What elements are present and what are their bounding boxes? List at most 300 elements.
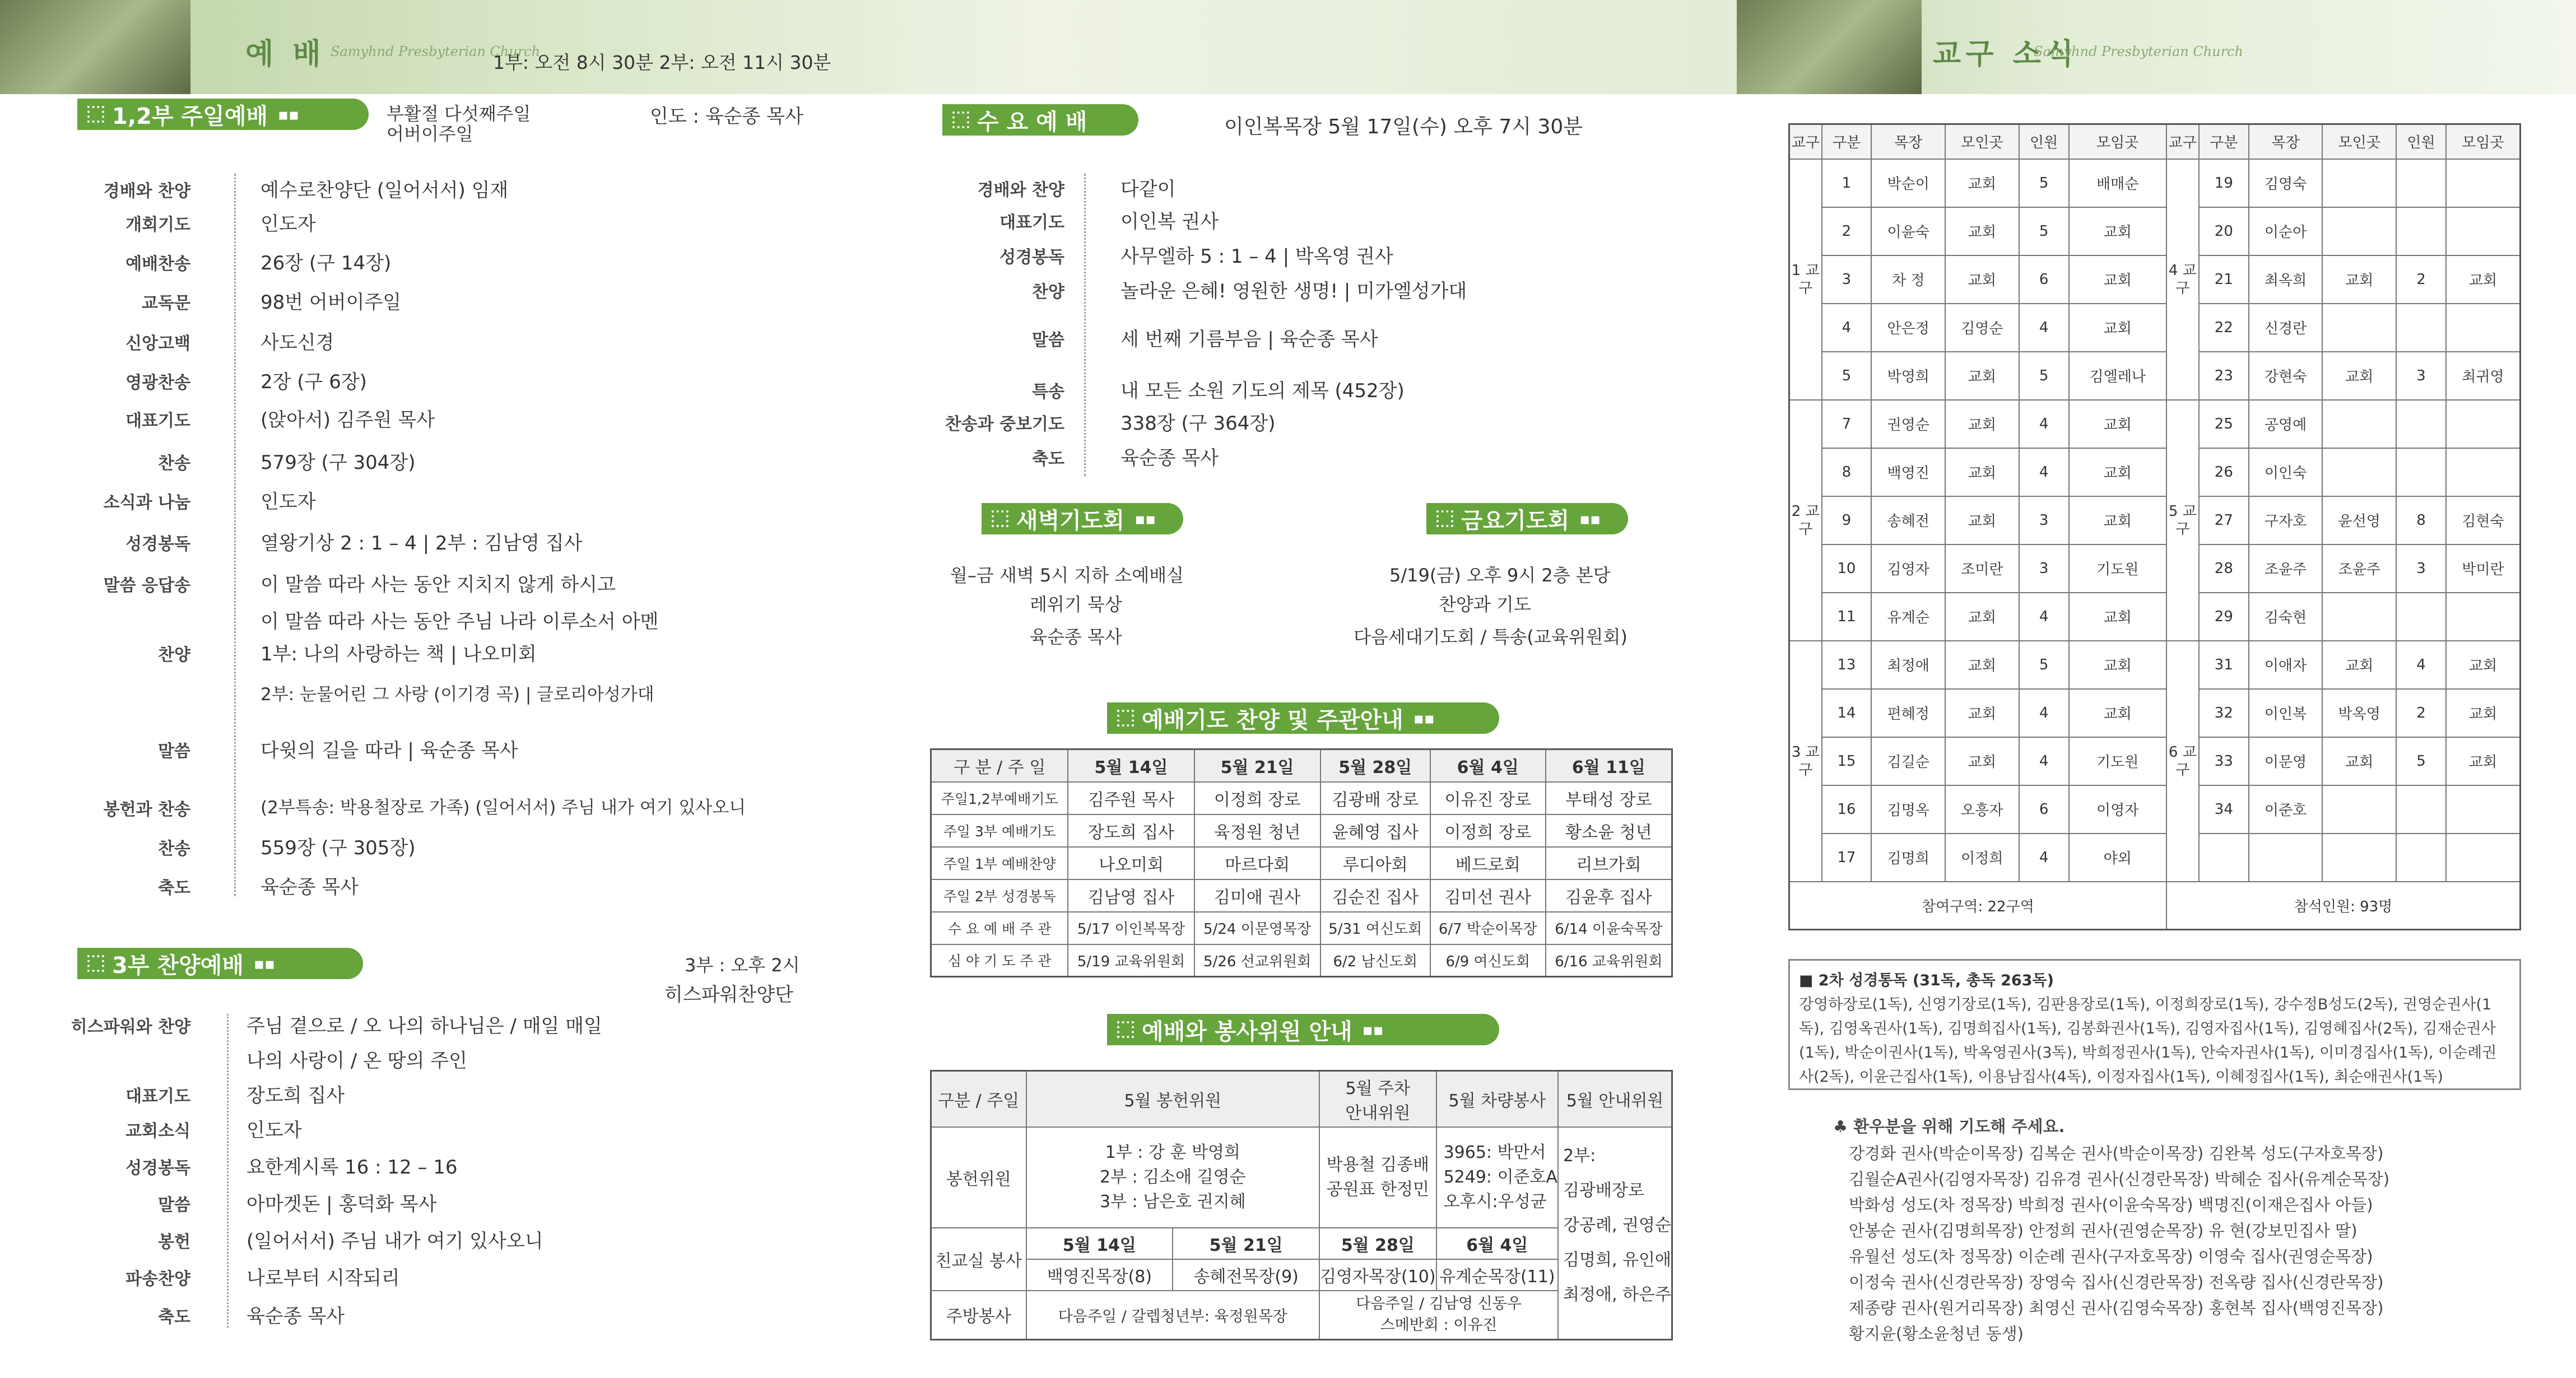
- group-name: 2 교구: [1789, 400, 1822, 641]
- group-cell: 8: [1822, 448, 1872, 496]
- prayer-title: ♣ 환우분을 위해 기도해 주세요.: [1833, 1117, 2065, 1136]
- group-cell: 교회: [2069, 448, 2166, 496]
- group-cell: 22: [2199, 304, 2249, 352]
- item-value: 1부: 나의 사랑하는 책 | 나오미회: [261, 643, 537, 665]
- item-label: 성경봉독: [999, 248, 1064, 267]
- guide-1: 2부:: [1563, 1146, 1596, 1166]
- table-row: [1789, 544, 2521, 593]
- group-cell: 9: [1822, 496, 1872, 544]
- group-cell: 박미란: [2446, 544, 2521, 593]
- item-label: 경배와 찬양: [977, 180, 1064, 200]
- table-row: [1789, 834, 2521, 882]
- item-label: 교독문: [142, 294, 190, 313]
- group-cell: 이영자: [2069, 785, 2166, 834]
- duty-cell: 김미선 권사: [1430, 879, 1546, 912]
- kitchen-2b: 스메반회 : 이유진: [1380, 1316, 1498, 1334]
- group-cell: 교회: [2069, 593, 2166, 641]
- row-label-offering: 봉헌위원: [931, 1127, 1026, 1228]
- group-cell: 6: [2019, 255, 2069, 304]
- service-times: 1부: 오전 8시 30분 2부: 오전 11시 30분: [493, 52, 831, 73]
- section-title: 수 요 예 배: [977, 109, 1087, 135]
- item-value: 2부: 눈물어린 그 사랑 (이기경 곡) | 글로리아성가대: [261, 685, 654, 705]
- duty-cell: 김남영 집사: [1068, 879, 1194, 912]
- group-cell: 윤선영: [2322, 496, 2396, 544]
- banner-flower-photo: [0, 0, 190, 94]
- offering-1: 1부 : 강 훈 박영희: [1105, 1142, 1240, 1162]
- group-cell: 2: [2396, 255, 2446, 304]
- left-banner: [0, 0, 1737, 94]
- group-cell: 김영숙: [2249, 159, 2323, 207]
- table-row: [1789, 304, 2521, 352]
- group-name: 6 교구: [2166, 641, 2199, 882]
- duty-cell: 이유진 장로: [1430, 782, 1546, 814]
- duty-cell: 부태성 장로: [1546, 782, 1672, 814]
- item-label: 찬양: [1032, 282, 1064, 302]
- item-value: 98번 어버이주일: [261, 291, 402, 314]
- group-cell: 차 정: [1871, 255, 1945, 304]
- group-cell: 교회: [1945, 207, 2019, 255]
- item-value: 인도자: [247, 1119, 302, 1142]
- divider: [227, 1014, 229, 1328]
- week-name: 부활절 다섯째주일: [387, 103, 531, 124]
- prayer-line: 안봉순 권사(김명희목장) 안정희 권사(권영순목장) 유 현(강보민집사 딸): [1849, 1221, 2358, 1240]
- duty-cell: 베드로회: [1430, 847, 1546, 879]
- group-cell: 교회: [1945, 255, 2019, 304]
- banner-subtitle-group: Samyhnd Presbyterian Church: [2034, 44, 2244, 59]
- group-cell: 6: [2019, 785, 2069, 834]
- square-icon: [87, 955, 104, 972]
- car-3: 오후시:우성균: [1443, 1191, 1547, 1212]
- table-row: [1789, 352, 2521, 400]
- group-cell: 김엘레나: [2069, 352, 2166, 400]
- item-label: 소식과 나눔: [103, 493, 190, 513]
- square-icon: [87, 106, 104, 123]
- row-label-fellowship: 친교실 봉사: [931, 1228, 1026, 1291]
- group-cell: 교회: [1945, 159, 2019, 207]
- item-label: 말씀: [158, 1195, 190, 1215]
- item-value: 육순종 목사: [261, 876, 359, 899]
- afternoon-team: 히스파워찬양단: [664, 984, 793, 1006]
- group-col-header: 인원: [2019, 124, 2069, 159]
- group-cell: 25: [2199, 400, 2249, 448]
- duty-row-label: 수 요 예 배 주 관: [931, 912, 1068, 944]
- group-cell: 구자호: [2249, 496, 2323, 544]
- duty-cell: 이정희 장로: [1430, 814, 1546, 847]
- item-value: 세 번째 기름부음 | 육순종 목사: [1120, 328, 1378, 351]
- section-head-duty: [1107, 702, 1499, 734]
- item-value: 장도희 집사: [247, 1084, 345, 1107]
- group-cell: 29: [2199, 593, 2249, 641]
- friday-line-2: 찬양과 기도: [1439, 594, 1531, 615]
- item-value: 사무엘하 5 : 1 – 4 | 박옥영 권사: [1120, 245, 1393, 268]
- group-cell: 14: [1822, 689, 1872, 737]
- dots-icon: ▪▪: [278, 105, 299, 124]
- duty-table: [930, 748, 1673, 977]
- item-label: 찬송과 중보기도: [945, 415, 1064, 434]
- group-cell: 5: [2396, 737, 2446, 785]
- guide-2: 김광배장로: [1563, 1180, 1644, 1200]
- section-title: 3부 찬양예배: [112, 952, 244, 979]
- duty-row-label: 주일 3부 예배기도: [931, 814, 1068, 847]
- group-cell: 26: [2199, 448, 2249, 496]
- group-cell: 2: [2396, 689, 2446, 737]
- group-cell: [2322, 304, 2396, 352]
- duty-cell: 나오미회: [1068, 847, 1194, 879]
- item-label: 봉헌: [158, 1232, 190, 1252]
- duty-cell: 장도희 집사: [1068, 814, 1194, 847]
- group-cell: [2199, 834, 2249, 882]
- group-cell: 28: [2199, 544, 2249, 593]
- afternoon-time: 3부 : 오후 2시: [685, 955, 800, 976]
- group-cell: [2446, 448, 2521, 496]
- group-cell: 33: [2199, 737, 2249, 785]
- week-name-2: 어버이주일: [387, 123, 473, 145]
- item-value: 열왕기상 2 : 1 – 4 | 2부 : 김남영 집사: [261, 532, 583, 555]
- offering-3: 3부 : 남은호 권지혜: [1099, 1191, 1246, 1212]
- group-cell: 교회: [1945, 448, 2019, 496]
- section-head-dawn: [982, 503, 1183, 534]
- duty-cell: 김윤후 집사: [1546, 879, 1672, 912]
- group-cell: 5: [2019, 207, 2069, 255]
- car-2: 5249: 이준호A: [1443, 1167, 1558, 1187]
- group-cell: 5: [2019, 641, 2069, 689]
- item-value: 요한계시록 16 : 12 – 16: [247, 1156, 458, 1179]
- group-name: 3 교구: [1789, 641, 1822, 882]
- group-cell: 교회: [2446, 255, 2521, 304]
- item-label: 축도: [158, 1307, 190, 1327]
- group-col-header: 목장: [2249, 124, 2323, 159]
- item-value: 559장 (구 305장): [261, 837, 416, 859]
- group-cell: 4: [2019, 448, 2069, 496]
- item-label: 말씀: [158, 742, 190, 761]
- guide-5: 최정애, 하은주: [1563, 1284, 1671, 1305]
- group-cell: 이애자: [2249, 641, 2323, 689]
- group-cell: [2322, 207, 2396, 255]
- item-value: 아마겟돈 | 홍덕화 목사: [247, 1193, 437, 1216]
- fellowship-1: 백영진목장(8): [1026, 1259, 1173, 1291]
- group-cell: [2322, 593, 2396, 641]
- group-cell: 이준호: [2249, 785, 2323, 834]
- item-label: 대표기도: [999, 213, 1064, 232]
- group-cell: [2322, 785, 2396, 834]
- group-cell: 교회: [2069, 400, 2166, 448]
- item-value: 이인복 권사: [1120, 211, 1219, 233]
- offering-members: [1026, 1127, 1320, 1228]
- group-cell: 4: [2019, 689, 2069, 737]
- section-head-sunday: [77, 99, 369, 130]
- item-value: 나의 사랑이 / 온 땅의 주인: [247, 1050, 467, 1072]
- duty-cell: 김순진 집사: [1320, 879, 1430, 912]
- item-value: 338장 (구 364장): [1120, 412, 1276, 435]
- guide-4: 김명희, 유인애: [1563, 1250, 1671, 1270]
- section-head-afternoon: [77, 948, 363, 979]
- duty-col-header: 5월 21일: [1194, 749, 1320, 782]
- group-cell: [2322, 834, 2396, 882]
- group-cell: 박영희: [1871, 352, 1945, 400]
- banner-subtitle: Samyhnd Presbyterian Church: [331, 44, 541, 59]
- item-label: 성경봉독: [125, 534, 190, 554]
- group-cell: 이인복: [2249, 689, 2323, 737]
- item-value: 다같이: [1120, 178, 1176, 201]
- item-label: 히스파워와 찬양: [71, 1017, 190, 1037]
- divider: [1084, 174, 1086, 476]
- group-col-header: 교구: [1789, 124, 1822, 159]
- table-row: [1789, 641, 2521, 689]
- duty-cell: 김광배 장로: [1320, 782, 1430, 814]
- group-cell: 유계순: [1871, 593, 1945, 641]
- group-cell: 권영순: [1871, 400, 1945, 448]
- section-head-wednesday: [942, 104, 1138, 136]
- table-row: [1789, 496, 2521, 544]
- duty-cell: 6/16 교육위원회: [1546, 944, 1672, 977]
- section-title: 1,2부 주일예배: [112, 103, 268, 129]
- group-cell: 김숙현: [2249, 593, 2323, 641]
- group-cell: 기도원: [2069, 737, 2166, 785]
- duty-row-label: 주일 1부 예배찬양: [931, 847, 1068, 879]
- group-col-header: 모임곳: [2069, 124, 2166, 159]
- service-leader: 인도 : 육순종 목사: [650, 105, 803, 128]
- kitchen-2: [1319, 1291, 1558, 1340]
- duty-cell: 5/24 이문영목장: [1194, 912, 1320, 944]
- item-label: 축도: [158, 878, 190, 898]
- item-value: 주님 곁으로 / 오 나의 하나님은 / 매일 매일: [247, 1015, 602, 1037]
- group-col-header: 구분: [2199, 124, 2249, 159]
- duty-row-label: 심 야 기 도 주 관: [931, 944, 1068, 977]
- group-cell: 5: [1822, 352, 1872, 400]
- item-value: 인도자: [261, 213, 316, 235]
- duty-cell: 6/2 남신도회: [1320, 944, 1430, 977]
- section-title: 예배기도 찬양 및 주관안내: [1142, 707, 1403, 733]
- group-cell: 2: [1822, 207, 1872, 255]
- item-label: 신앙고백: [125, 334, 190, 353]
- group-cell: [2446, 207, 2521, 255]
- group-col-header: 목장: [1871, 124, 1945, 159]
- duty-cell: 6/9 여신도회: [1430, 944, 1546, 977]
- group-cell: 4: [2019, 834, 2069, 882]
- group-cell: 17: [1822, 834, 1872, 882]
- dawn-line-3: 육순종 목사: [1030, 626, 1122, 648]
- item-value: 예수로찬양단 (일어서서) 임재: [261, 179, 509, 202]
- friday-line-1: 5/19(금) 오후 9시 2층 본당: [1389, 565, 1611, 586]
- table-row: [931, 782, 1672, 814]
- item-label: 찬양: [158, 645, 190, 665]
- square-icon: [1117, 710, 1134, 727]
- prayer-line: 제종량 권사(원거리목장) 최영신 권사(김영숙목장) 홍현복 집사(백영진목장): [1849, 1298, 2384, 1318]
- duty-col-header: 5월 28일: [1320, 749, 1430, 782]
- group-cell: 교회: [1945, 689, 2019, 737]
- guide-3: 강공례, 권영순: [1563, 1215, 1671, 1235]
- section-title: 금요기도회: [1461, 508, 1570, 534]
- square-icon: [1117, 1021, 1134, 1038]
- group-cell: 3: [2396, 352, 2446, 400]
- item-value: 사도신경: [261, 332, 334, 354]
- group-cell: 4: [1822, 304, 1872, 352]
- group-cell: 이정희: [1945, 834, 2019, 882]
- banner-title-group: 교구 소식: [1933, 38, 2079, 71]
- group-cell: 박순이: [1871, 159, 1945, 207]
- group-cell: 교회: [1945, 352, 2019, 400]
- prayer-line: 이정숙 권사(신경란목장) 장영숙 집사(신경란목장) 전옥량 집사(신경란목장): [1849, 1273, 2384, 1292]
- group-cell: [2396, 785, 2446, 834]
- item-value: 놀라운 은혜! 영원한 생명! | 미가엘성가대: [1120, 280, 1467, 302]
- group-cell: 배매순: [2069, 159, 2166, 207]
- banner-title: 예 배: [245, 38, 326, 71]
- group-cell: 이순아: [2249, 207, 2323, 255]
- group-cell: 교회: [1945, 737, 2019, 785]
- group-cell: 31: [2199, 641, 2249, 689]
- group-cell: 이인숙: [2249, 448, 2323, 496]
- item-label: 대표기도: [125, 1087, 190, 1106]
- header-offering: 5월 봉헌위원: [1026, 1071, 1320, 1127]
- group-cell: 교회: [2322, 737, 2396, 785]
- group-cell: 13: [1822, 641, 1872, 689]
- group-cell: 5: [2019, 159, 2069, 207]
- header-guide: 5월 안내위원: [1558, 1071, 1672, 1127]
- table-row: [1789, 255, 2521, 304]
- item-label: 찬송: [158, 454, 190, 473]
- dots-icon: ▪▪: [1362, 1020, 1384, 1039]
- item-label: 봉헌과 찬송: [103, 800, 190, 820]
- serve-table: [930, 1070, 1673, 1340]
- group-cell: 교회: [2446, 689, 2521, 737]
- dots-icon: ▪▪: [253, 954, 275, 973]
- group-cell: 김현숙: [2446, 496, 2521, 544]
- table-row: [1789, 593, 2521, 641]
- guide-members: [1558, 1127, 1672, 1340]
- item-value: 다윗의 길을 따라 | 육순종 목사: [261, 739, 518, 762]
- header-division: 구분 / 주일: [931, 1071, 1026, 1127]
- fellowship-4: 유계순목장(11): [1436, 1259, 1558, 1291]
- group-name: 4 교구: [2166, 159, 2199, 400]
- dots-icon: ▪▪: [1579, 509, 1601, 528]
- group-col-header: 교구: [2166, 124, 2199, 159]
- group-cell: 27: [2199, 496, 2249, 544]
- item-value: 579장 (구 304장): [261, 451, 416, 474]
- item-label: 말씀 응답송: [103, 576, 190, 595]
- table-row: [931, 847, 1672, 879]
- item-label: 대표기도: [125, 411, 190, 431]
- group-cell: 조윤주: [2322, 544, 2396, 593]
- car-members: [1436, 1127, 1558, 1228]
- group-cell: 김명옥: [1871, 785, 1945, 834]
- bible-reading-box: [1788, 959, 2521, 1090]
- item-value: 육순종 목사: [247, 1305, 345, 1328]
- table-row: [931, 879, 1672, 912]
- total-right: 참석인원: 93명: [2166, 882, 2521, 930]
- group-cell: 최옥희: [2249, 255, 2323, 304]
- group-cell: [2396, 448, 2446, 496]
- group-cell: 김길순: [1871, 737, 1945, 785]
- table-row: [1789, 448, 2521, 496]
- table-row: [1789, 689, 2521, 737]
- group-cell: 교회: [2322, 255, 2396, 304]
- group-cell: 신경란: [2249, 304, 2323, 352]
- group-cell: 1: [1822, 159, 1872, 207]
- item-value: 이 말씀 따라 사는 동안 주님 나라 이루소서 아멘: [261, 611, 659, 633]
- item-label: 교회소식: [125, 1121, 190, 1141]
- wednesday-info: 이인복목장 5월 17일(수) 오후 7시 30분: [1224, 115, 1583, 138]
- section-head-serve: [1107, 1014, 1499, 1045]
- group-cell: 4: [2396, 641, 2446, 689]
- group-cell: 송혜전: [1871, 496, 1945, 544]
- group-cell: [2396, 159, 2446, 207]
- duty-cell: 5/26 선교위원회: [1194, 944, 1320, 977]
- group-cell: [2322, 448, 2396, 496]
- total-row: [1789, 882, 2521, 930]
- group-cell: 교회: [2446, 641, 2521, 689]
- prayer-line: 김월순A권사(김영자목장) 김유경 권사(신경란목장) 박혜순 집사(유계순목장): [1849, 1170, 2390, 1189]
- item-label: 찬송: [158, 839, 190, 859]
- duty-cell: 5/31 여신도회: [1320, 912, 1430, 944]
- group-cell: 5: [2019, 352, 2069, 400]
- header-parking: [1319, 1071, 1436, 1127]
- group-cell: 교회: [1945, 641, 2019, 689]
- group-cell: 기도원: [2069, 544, 2166, 593]
- duty-row-label: 주일 2부 성경봉독: [931, 879, 1068, 912]
- group-cell: 21: [2199, 255, 2249, 304]
- prayer-line: 황지윤(황소윤청년 동생): [1849, 1324, 2024, 1343]
- duty-cell: 5/19 교육위원회: [1068, 944, 1194, 977]
- group-cell: 32: [2199, 689, 2249, 737]
- dawn-line-1: 월–금 새벽 5시 지하 소예배실: [950, 565, 1184, 586]
- group-cell: 김영순: [1945, 304, 2019, 352]
- item-label: 경배와 찬양: [103, 181, 190, 201]
- group-cell: 김명희: [1871, 834, 1945, 882]
- group-cell: 3: [1822, 255, 1872, 304]
- group-cell: 교회: [2069, 689, 2166, 737]
- duty-row-label: 주일1,2부예배기도: [931, 782, 1068, 814]
- item-label: 파송찬양: [125, 1269, 190, 1289]
- item-label: 특송: [1032, 382, 1064, 402]
- group-cell: 교회: [1945, 400, 2019, 448]
- header-parking-1: 5월 주차: [1345, 1078, 1411, 1098]
- group-table: [1788, 123, 2521, 930]
- group-col-header: 모인곳: [2322, 124, 2396, 159]
- duty-cell: 육정원 청년: [1194, 814, 1320, 847]
- group-cell: 이문영: [2249, 737, 2323, 785]
- car-1: 3965: 박만서: [1443, 1142, 1546, 1162]
- prayer-line: 강경화 권사(박순이목장) 김복순 권사(박순이목장) 김완복 성도(구자호목장): [1849, 1144, 2384, 1163]
- group-cell: [2396, 834, 2446, 882]
- item-label: 말씀: [1032, 330, 1064, 350]
- duty-cell: 황소윤 청년: [1546, 814, 1672, 847]
- group-cell: 3: [2019, 496, 2069, 544]
- offering-2: 2부 : 김소애 길영순: [1099, 1167, 1246, 1187]
- group-cell: [2249, 834, 2323, 882]
- group-cell: 공영예: [2249, 400, 2323, 448]
- group-col-header: 인원: [2396, 124, 2446, 159]
- group-cell: 교회: [2069, 304, 2166, 352]
- bible-reading-title: ■ 2차 성경통독 (31독, 총독 263독): [1799, 972, 2054, 989]
- divider: [234, 174, 236, 896]
- right-banner: [1737, 0, 2576, 94]
- group-cell: 교회: [2069, 207, 2166, 255]
- group-cell: 11: [1822, 593, 1872, 641]
- group-cell: 4: [2019, 400, 2069, 448]
- item-label: 예배찬송: [125, 254, 190, 274]
- group-cell: 교회: [2069, 496, 2166, 544]
- banner-photo: [1737, 0, 1922, 94]
- item-value: 인도자: [261, 491, 316, 513]
- group-cell: 8: [2396, 496, 2446, 544]
- group-cell: 조윤주: [2249, 544, 2323, 593]
- section-title: 새벽기도회: [1016, 508, 1125, 534]
- bible-reading-body: 강영하장로(1독), 신영기장로(1독), 김판용장로(1독), 이정희장로(1독), 강수정B성도(2독), 권영순권사(1독), 김영옥권사(1독), 김명희집사(1독), 김봉화권사(1독), 김영자집사(1독), 김영혜집사(2독), 김재순권사(1독), 박순이권사(1독), 박옥영권사(3독), 박희정권사(1독), 안숙자권사(1독), 이미경집사(1독), 이순례권사(2독), 이윤근집사(1독), 이용남집사(4독), 이정자집사(1독), 이혜정집사(1독), 최순애권사(1독): [1799, 996, 2497, 1086]
- parking-members: [1319, 1127, 1436, 1228]
- group-cell: 야외: [2069, 834, 2166, 882]
- header-car: 5월 차량봉사: [1436, 1071, 1558, 1127]
- square-icon: [952, 111, 969, 128]
